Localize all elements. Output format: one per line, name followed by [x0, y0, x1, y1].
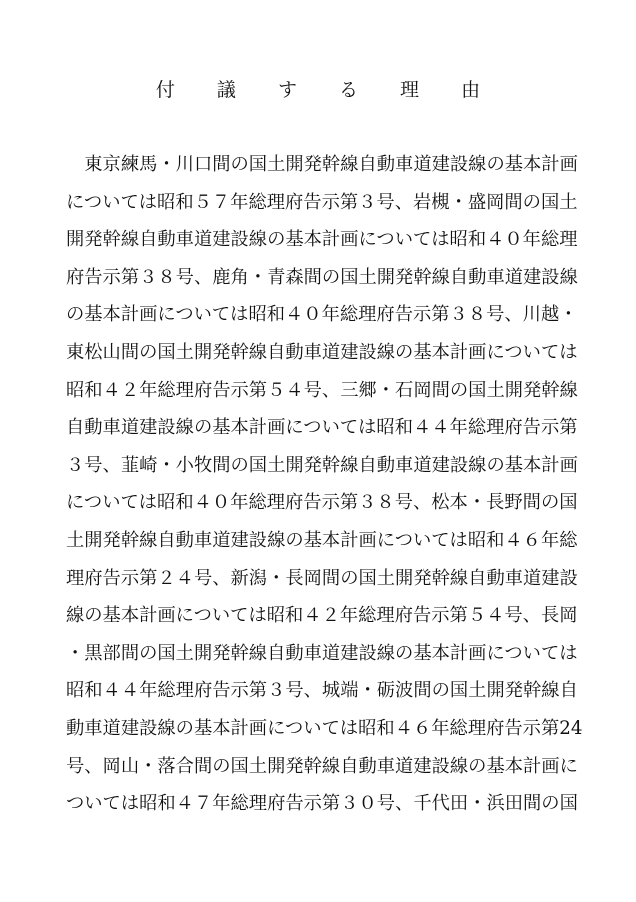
body-line: 理府告示第２４号、新潟・長岡間の国土開発幹線自動車道建設	[66, 567, 578, 589]
body-line: については昭和５７年総理府告示第３号、岩槻・盛岡間の国土	[66, 191, 578, 213]
document-title: 付 議 す る 理 由	[155, 79, 499, 101]
body-line: 東京練馬・川口間の国土開発幹線自動車道建設線の基本計画	[66, 154, 578, 175]
body-line: 線の基本計画については昭和４２年総理府告示第５４号、長岡	[66, 605, 578, 627]
body-line: 自動車道建設線の基本計画については昭和４４年総理府告示第	[66, 417, 578, 439]
body-line: 昭和４２年総理府告示第５４号、三郷・石岡間の国土開発幹線	[66, 379, 578, 401]
body-line: 土開発幹線自動車道建設線の基本計画については昭和４６年総	[66, 529, 578, 551]
body-line: ３号、韮崎・小牧間の国土開発幹線自動車道建設線の基本計画	[66, 454, 578, 476]
body-line: については昭和４０年総理府告示第３８号、松本・長野間の国	[66, 492, 578, 514]
body-line: ・黒部間の国土開発幹線自動車道建設線の基本計画については	[66, 642, 578, 664]
body-line: 府告示第３８号、鹿角・青森間の国土開発幹線自動車道建設線	[66, 266, 578, 288]
body-line: 号、岡山・落合間の国土開発幹線自動車道建設線の基本計画に	[66, 755, 578, 777]
body-line: 開発幹線自動車道建設線の基本計画については昭和４０年総理	[66, 229, 578, 251]
body-line: ついては昭和４７年総理府告示第３０号、千代田・浜田間の国	[66, 793, 578, 815]
body-line: の基本計画については昭和４０年総理府告示第３８号、川越・	[66, 304, 578, 326]
body-line: 動車道建設線の基本計画については昭和４６年総理府告示第24	[66, 717, 583, 739]
body-line: 昭和４４年総理府告示第３号、城端・砺波間の国土開発幹線自	[66, 680, 578, 702]
document-body	[66, 150, 586, 827]
body-line: 東松山間の国土開発幹線自動車道建設線の基本計画については	[66, 341, 578, 363]
